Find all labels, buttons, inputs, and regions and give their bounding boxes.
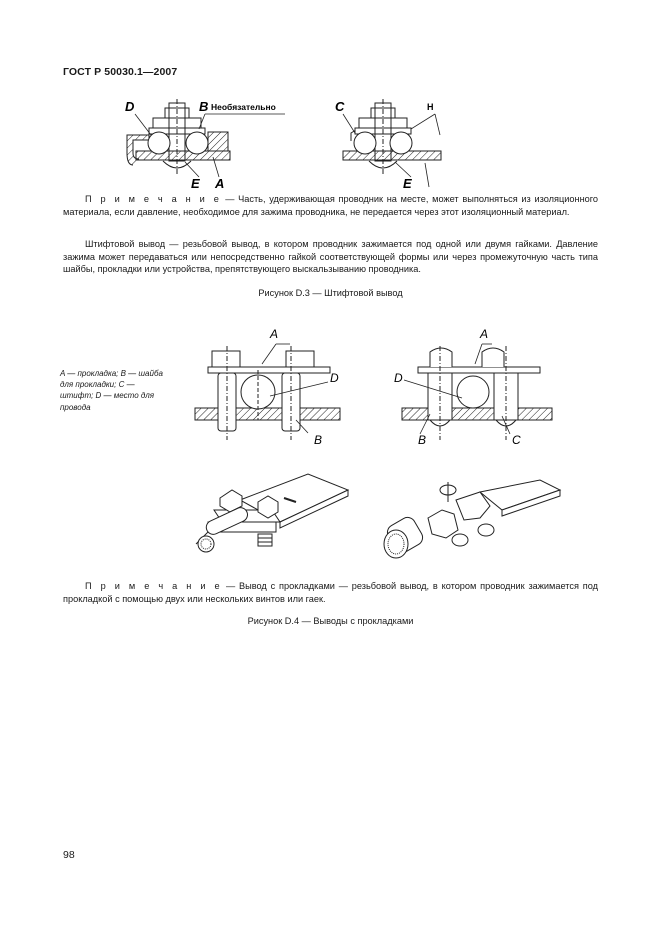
label-a-d4-right: A [480,327,489,341]
clamp-terminal-perspective [384,480,560,558]
pillar-terminal-left [195,327,340,447]
label-b-d4-left: B [314,433,323,447]
figure-d4-perspective-drawing [180,462,580,572]
label-d-d4-left: D [330,371,339,385]
figure-d4-note [63,580,598,605]
label-b-left: B [199,99,209,114]
note-text-d4: — Вывод с прокладками — резьбовой вывод, в котором проводник зажимается под прокладкой с помощью двух или нескольких винтов или гаек. [63,581,598,604]
label-a-d4-left: A [270,327,279,341]
figure-d3-note [63,193,598,218]
label-c-right: C [335,99,345,114]
label-h: H [427,102,434,112]
note-text: — Часть, удерживающая проводник на месте, может выполняться из изоляционного материала, если давление, необходимое для зажима проводника, не передается через этот изоляционный материал. [63,194,599,217]
label-e-left: E [191,176,200,191]
saddle-terminal-perspective [196,474,348,552]
figure-d3-caption: Рисунок D.3 — Штифтовой вывод [258,288,403,298]
label-optional: Необязательно [211,102,276,112]
note-lead-d4: П р и м е ч а н и е [85,581,223,591]
figure-d3-drawing [95,95,535,195]
stud-terminal-left [125,99,285,191]
definition-text: Штифтовой вывод — резьбовой вывод, в котором проводник зажимается под одной или двумя гайками. Давление зажима может передаваться или непосредственно гайкой соответствующей формы или через промежуточную часть типа шайбы, прокладки или устройства, препятствующего выскальзыванию проводника. [63,239,598,275]
document-header: ГОСТ Р 50030.1—2007 [63,66,178,78]
pillar-terminal-right [394,327,552,447]
label-b-d4-right: B [418,433,427,447]
stud-terminal-definition [63,238,598,276]
note-lead: П р и м е ч а н и е [85,194,222,204]
label-e-right: E [403,176,412,191]
label-a-left: A [215,176,225,191]
page-number: 98 [63,849,75,861]
label-d-left: D [125,99,135,114]
stud-terminal-right [335,99,441,191]
label-d-d4-right: D [394,371,403,385]
figure-d4-legend: A — прокладка; B — шайба для прокладки; C — штифт; D — место для провода [60,369,163,412]
figure-d4-section-drawing [190,320,560,450]
figure-d4-caption: Рисунок D.4 — Выводы с прокладками [247,616,414,626]
label-c-d4-right: C [512,433,521,447]
